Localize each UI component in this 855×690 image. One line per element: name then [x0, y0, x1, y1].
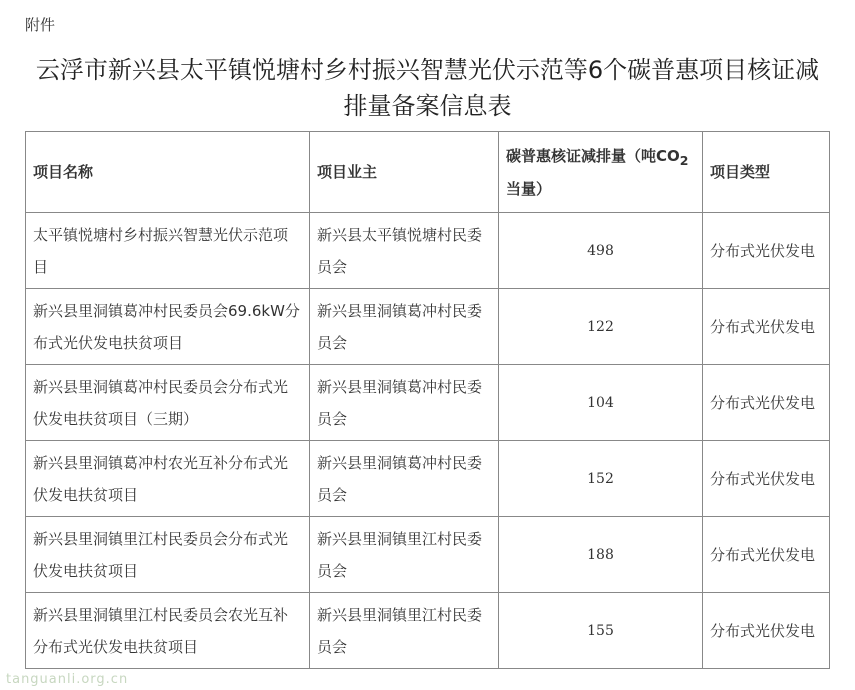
cell-reduction: 188 [499, 517, 703, 593]
attachment-label: 附件 [25, 16, 56, 34]
cell-project-name: 太平镇悦塘村乡村振兴智慧光伏示范项目 [26, 213, 310, 289]
table-row [26, 441, 830, 517]
cell-project-owner: 新兴县里洞镇里江村民委员会 [310, 593, 499, 669]
cell-project-type: 分布式光伏发电 [703, 441, 830, 517]
page-title [0, 52, 855, 124]
page-title-line1: 云浮市新兴县太平镇悦塘村乡村振兴智慧光伏示范等6个碳普惠项目核证减 [35, 56, 820, 84]
cell-reduction: 104 [499, 365, 703, 441]
cell-reduction: 122 [499, 289, 703, 365]
table-row [26, 517, 830, 593]
cell-project-owner: 新兴县里洞镇里江村民委员会 [310, 517, 499, 593]
header-project-type: 项目类型 [703, 132, 830, 213]
cell-project-type: 分布式光伏发电 [703, 517, 830, 593]
cell-project-owner: 新兴县里洞镇葛冲村民委员会 [310, 365, 499, 441]
table-row [26, 213, 830, 289]
cell-project-type: 分布式光伏发电 [703, 289, 830, 365]
cell-project-type: 分布式光伏发电 [703, 593, 830, 669]
table-row [26, 593, 830, 669]
table-row [26, 365, 830, 441]
cell-project-name: 新兴县里洞镇葛冲村农光互补分布式光伏发电扶贫项目 [26, 441, 310, 517]
table-header-row [26, 132, 830, 213]
cell-project-owner: 新兴县太平镇悦塘村民委员会 [310, 213, 499, 289]
cell-project-owner: 新兴县里洞镇葛冲村民委员会 [310, 289, 499, 365]
table-row [26, 289, 830, 365]
cell-reduction: 155 [499, 593, 703, 669]
cell-project-name: 新兴县里洞镇里江村民委员会分布式光伏发电扶贫项目 [26, 517, 310, 593]
cell-reduction: 498 [499, 213, 703, 289]
header-project-name: 项目名称 [26, 132, 310, 213]
cell-project-owner: 新兴县里洞镇葛冲村民委员会 [310, 441, 499, 517]
header-project-owner: 项目业主 [310, 132, 499, 213]
cell-project-name: 新兴县里洞镇葛冲村民委员会69.6kW分布式光伏发电扶贫项目 [26, 289, 310, 365]
cell-project-name: 新兴县里洞镇葛冲村民委员会分布式光伏发电扶贫项目（三期） [26, 365, 310, 441]
cell-project-type: 分布式光伏发电 [703, 365, 830, 441]
cell-project-type: 分布式光伏发电 [703, 213, 830, 289]
record-table [25, 131, 830, 669]
cell-reduction: 152 [499, 441, 703, 517]
watermark: tanguanli.org.cn [6, 672, 129, 687]
header-reduction: 碳普惠核证减排量（吨$CO_2$当量） [499, 132, 703, 213]
cell-project-name: 新兴县里洞镇里江村民委员会农光互补分布式光伏发电扶贫项目 [26, 593, 310, 669]
page-title-line2: 排量备案信息表 [343, 92, 512, 120]
